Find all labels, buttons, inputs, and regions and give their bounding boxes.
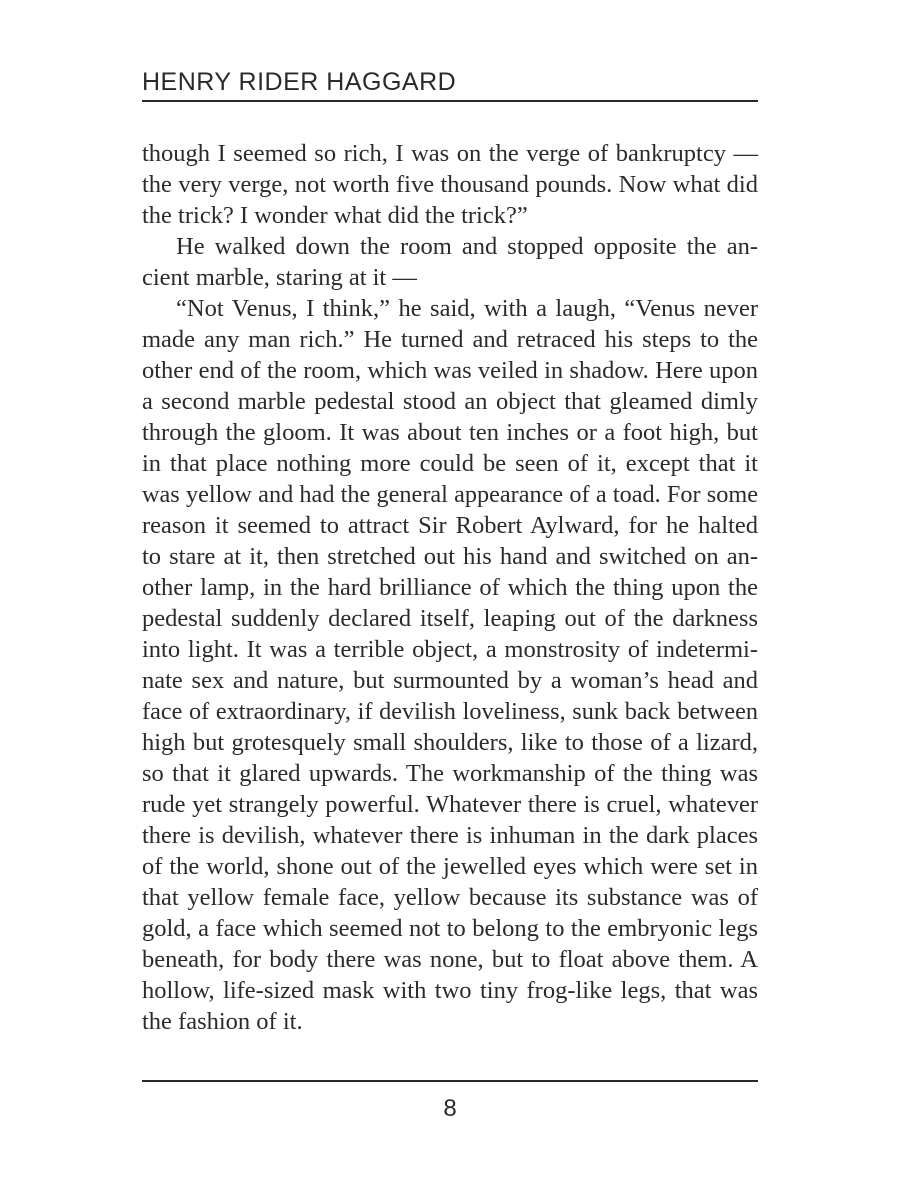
text-line: that yellow female face, yellow because its substance was of (142, 884, 758, 911)
text-line: reason it seemed to attract Sir Robert Aylward, for he halted (142, 512, 758, 539)
text-line: the fashion of it. (142, 1008, 303, 1035)
text-line: of the world, shone out of the jewelled eyes which were set in (142, 853, 758, 880)
text-line: nate sex and nature, but surmounted by a woman’s head and (142, 667, 758, 694)
text-line: rude yet strangely powerful. Whatever there is cruel, whatever (142, 791, 758, 818)
text-line: face of extraordinary, if devilish loveliness, sunk back between (142, 698, 758, 725)
text-line: was yellow and had the general appearance of a toad. For some (142, 481, 758, 508)
text-line: gold, a face which seemed not to belong to the embryonic legs (142, 915, 758, 942)
text-line: into light. It was a terrible object, a monstrosity of indetermi- (142, 636, 758, 663)
text-line: in that place nothing more could be seen of it, except that it (142, 450, 758, 477)
text-line: so that it glared upwards. The workmanship of the thing was (142, 760, 758, 787)
paragraph (142, 138, 758, 231)
body-text (142, 138, 758, 1037)
text-line: through the gloom. It was about ten inches or a foot high, but (142, 419, 758, 446)
header-rule (142, 100, 758, 102)
page-number: 8 (443, 1095, 457, 1122)
paragraph (142, 293, 758, 1037)
text-line: the very verge, not worth five thousand pounds. Now what did (142, 171, 758, 198)
footer-rule (142, 1080, 758, 1082)
text-line: the trick? I wonder what did the trick?” (142, 202, 528, 229)
paragraph (142, 231, 758, 293)
text-line: “Not Venus, I think,” he said, with a laugh, “Venus never (176, 295, 758, 322)
text-line: though I seemed so rich, I was on the verge of bankruptcy — (142, 140, 758, 167)
text-line: beneath, for body there was none, but to float above them. A (142, 946, 758, 973)
text-line: hollow, life-sized mask with two tiny frog-like legs, that was (142, 977, 758, 1004)
text-line: to stare at it, then stretched out his hand and switched on an- (142, 543, 758, 570)
text-line: there is devilish, whatever there is inhuman in the dark places (142, 822, 758, 849)
text-line: made any man rich.” He turned and retraced his steps to the (142, 326, 758, 353)
text-line: a second marble pedestal stood an object that gleamed dimly (142, 388, 758, 415)
text-line: high but grotesquely small shoulders, like to those of a lizard, (142, 729, 758, 756)
text-line: He walked down the room and stopped opposite the an- (176, 233, 758, 260)
text-line: cient marble, staring at it — (142, 264, 417, 291)
text-line: other end of the room, which was veiled in shadow. Here upon (142, 357, 758, 384)
running-head: HENRY RIDER HAGGARD (142, 68, 457, 96)
text-line: pedestal suddenly declared itself, leaping out of the darkness (142, 605, 758, 632)
text-line: other lamp, in the hard brilliance of which the thing upon the (142, 574, 758, 601)
